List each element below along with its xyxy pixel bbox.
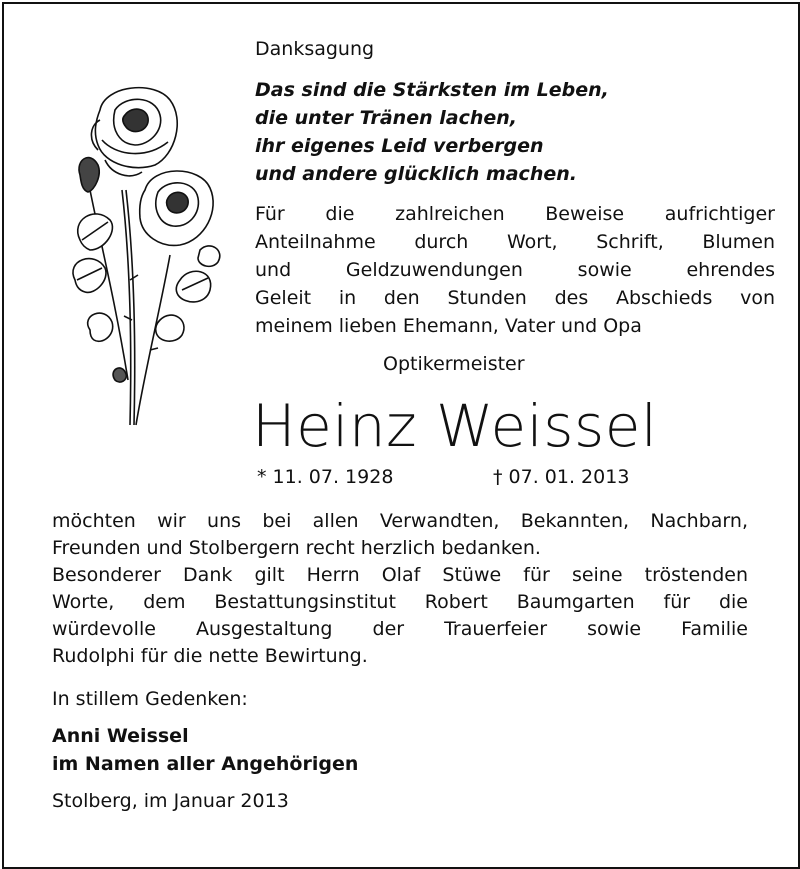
signature-family: im Namen aller Angehörigen — [52, 753, 359, 775]
thanks-line: Geleit in den Stunden des Abschieds von — [255, 287, 775, 309]
body-line: würdevolle Ausgestaltung der Trauerfeier sowie Familie — [52, 618, 748, 640]
thanks-line: und Geldzuwendungen sowie ehrendes — [255, 259, 775, 281]
thanks-line: Für die zahlreichen Beweise aufrichtiger — [255, 203, 775, 225]
signature-name: Anni Weissel — [52, 725, 189, 747]
poem-line: und andere glücklich machen. — [255, 163, 577, 185]
rose-illustration-icon — [60, 80, 230, 450]
birth-date: * 11. 07. 1928 — [257, 466, 394, 488]
poem-line: die unter Tränen lachen, — [255, 107, 517, 129]
death-date: † 07. 01. 2013 — [493, 466, 630, 488]
heading: Danksagung — [255, 38, 375, 60]
deceased-name: Heinz Weissel — [252, 392, 658, 460]
thanks-paragraph — [255, 200, 775, 340]
memory-line: In stillem Gedenken: — [52, 688, 248, 710]
poem — [255, 76, 609, 188]
body-line: Worte, dem Bestattungsinstitut Robert Baumgarten für die — [52, 591, 748, 613]
body-paragraph — [52, 508, 748, 670]
poem-line: Das sind die Stärksten im Leben, — [255, 79, 609, 101]
deceased-title: Optikermeister — [383, 353, 525, 375]
thanks-line: meinem lieben Ehemann, Vater und Opa — [255, 315, 642, 337]
thanks-line: Anteilnahme durch Wort, Schrift, Blumen — [255, 231, 775, 253]
place-date: Stolberg, im Januar 2013 — [52, 790, 289, 812]
body-line: möchten wir uns bei allen Verwandten, Bekannten, Nachbarn, — [52, 510, 748, 532]
body-line: Rudolphi für die nette Bewirtung. — [52, 645, 368, 667]
signature — [52, 722, 358, 778]
body-line: Freunden und Stolbergern recht herzlich bedanken. — [52, 537, 541, 559]
poem-line: ihr eigenes Leid verbergen — [255, 135, 544, 157]
body-line: Besonderer Dank gilt Herrn Olaf Stüwe für seine tröstenden — [52, 564, 748, 586]
